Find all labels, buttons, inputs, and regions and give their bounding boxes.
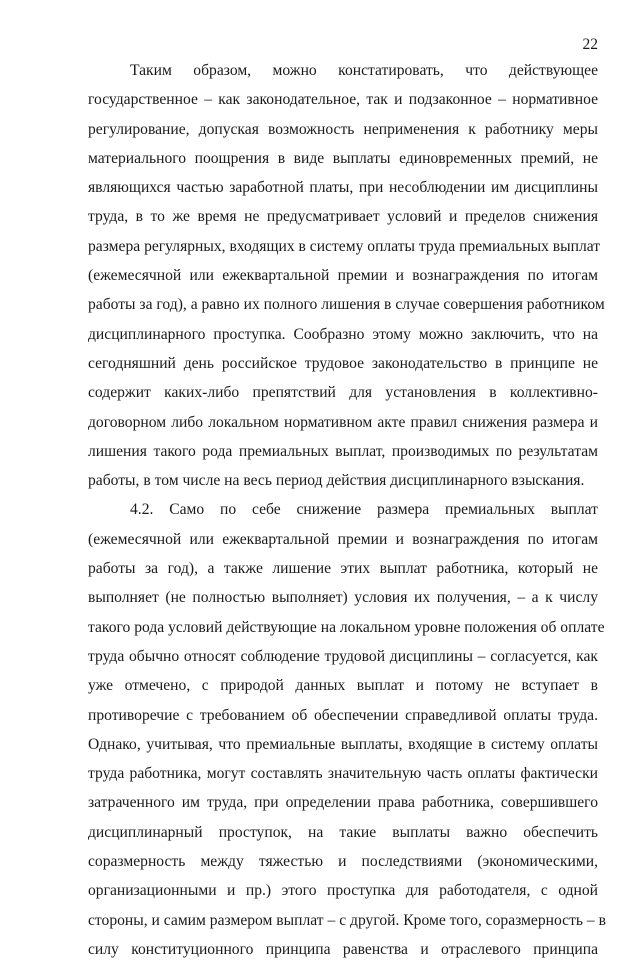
text-line: затраченного им труда, при определении права работника, совершившего <box>88 794 598 812</box>
text-line: стороны, и самим размером выплат – с другой. Кроме того, соразмерность – в <box>88 911 606 929</box>
text-line: (ежемесячной или ежеквартальной премии и вознаграждения по итогам <box>88 530 598 548</box>
text-line: организационными и пр.) этого проступка для работодателя, с одной <box>88 882 598 900</box>
text-line: размера регулярных, входящих в систему оплаты труда премиальных выплат <box>88 237 601 255</box>
page-number: 22 <box>582 36 598 53</box>
text-line: работы за год), а также лишение этих выплат работника, который не <box>88 560 598 578</box>
text-line: работы, в том числе на весь период действия дисциплинарного взыскания. <box>88 472 585 490</box>
text-line: материального поощрения в виде выплаты единовременных премий, не <box>88 149 598 167</box>
text-line: выполняет (не полностью выполняет) условия их получения, – а к числу <box>88 589 598 607</box>
text-line: 4.2. Само по себе снижение размера премиальных выплат <box>130 501 598 519</box>
text-line: труда работника, могут составлять значительную часть оплаты фактически <box>88 765 598 783</box>
text-line: (ежемесячной или ежеквартальной премии и вознаграждения по итогам <box>88 267 598 285</box>
text-line: соразмерность между тяжестью и последствиями (экономическими, <box>88 853 598 871</box>
document-body <box>88 56 606 964</box>
text-line: договорном либо локальном нормативном акте правил снижения размера и <box>88 413 598 431</box>
text-line: лишения такого рода премиальных выплат, производимых по результатам <box>88 442 598 460</box>
text-line: Однако, учитывая, что премиальные выплаты, входящие в систему оплаты <box>88 735 598 753</box>
text-line: уже отмечено, с природой данных выплат и потому не вступает в <box>88 677 598 695</box>
text-line: такого рода условий действующие на локальном уровне положения об оплате <box>88 618 605 636</box>
text-line: работы за год), а равно их полного лишения в случае совершения работником <box>88 296 605 314</box>
text-line: сегодняшний день российское трудовое законодательство в принципе не <box>88 354 598 372</box>
text-line: силу конституционного принципа равенства и отраслевого принципа <box>88 940 598 958</box>
text-line: дисциплинарного проступка. Сообразно этому можно заключить, что на <box>88 325 598 343</box>
text-line: труда обычно относят соблюдение трудовой дисциплины – согласуется, как <box>88 647 598 665</box>
text-line: содержит каких-либо препятствий для установления в коллективно- <box>88 384 598 402</box>
text-line: государственное – как законодательное, так и подзаконное – нормативное <box>88 91 598 109</box>
text-line: дисциплинарный проступок, на такие выплаты важно обеспечить <box>88 823 598 841</box>
text-line: труда, в то же время не предусматривает условий и пределов снижения <box>88 208 598 226</box>
text-line: являющихся частью заработной платы, при несоблюдении им дисциплины <box>88 179 598 197</box>
text-line: регулирование, допуская возможность неприменения к работнику меры <box>88 120 598 138</box>
text-line: Таким образом, можно констатировать, что действующее <box>130 62 598 79</box>
text-line: противоречие с требованием об обеспечении справедливой оплаты труда. <box>88 706 598 724</box>
